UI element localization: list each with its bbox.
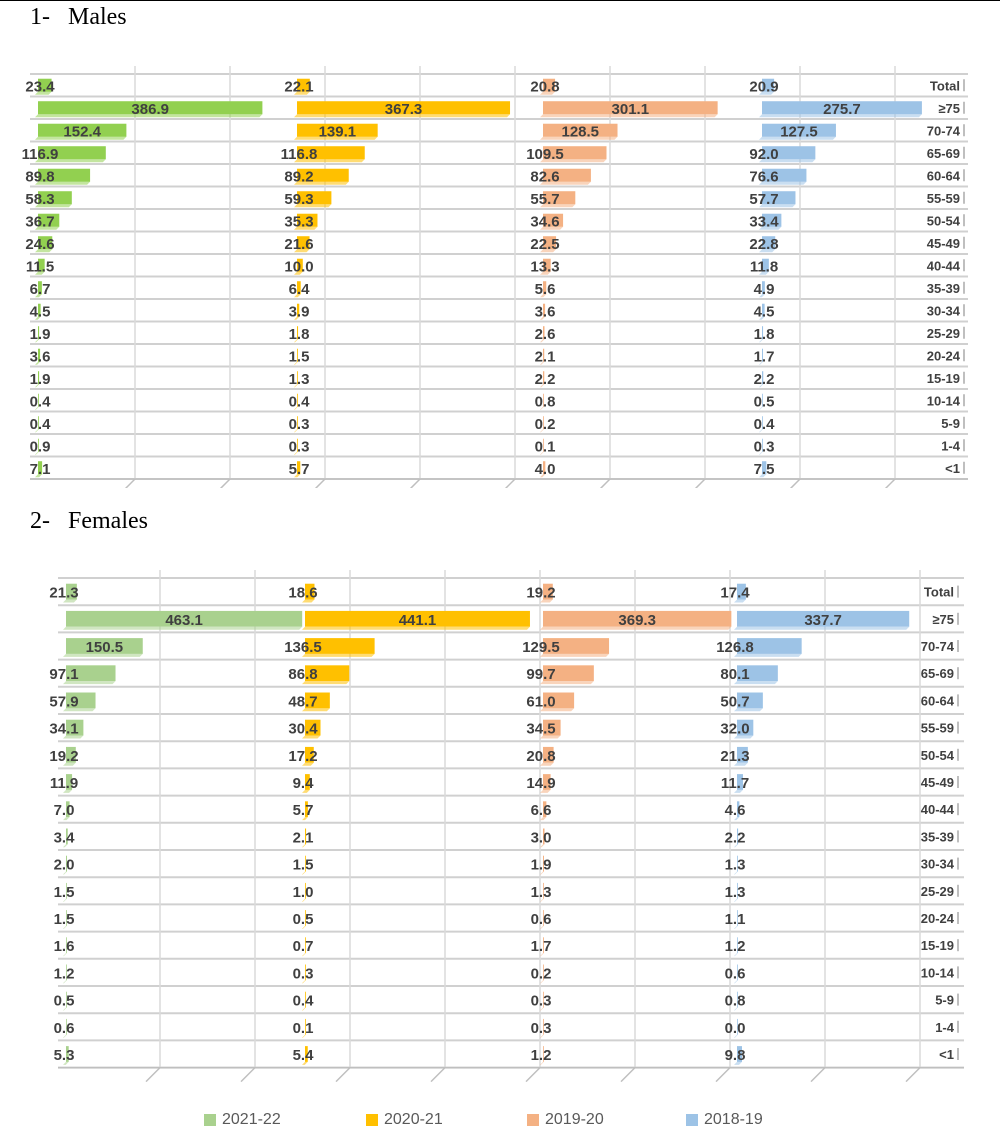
category-label: 45-49 xyxy=(926,235,960,251)
legend-swatch-2020-21 xyxy=(366,1114,378,1126)
data-label: 5.7 xyxy=(292,802,314,820)
females-chart-title: 2- Females xyxy=(30,508,148,534)
category-tick xyxy=(963,79,965,91)
category-label: 10-14 xyxy=(920,965,954,981)
data-label: 1.9 xyxy=(530,856,552,874)
category-label: 15-19 xyxy=(920,938,954,954)
data-label: 6.6 xyxy=(530,802,552,820)
legend-label-2020-21: 2020-21 xyxy=(384,1111,443,1128)
category-label: 20-24 xyxy=(920,911,954,926)
category-tick xyxy=(963,192,965,204)
category-label: Total xyxy=(929,78,960,94)
data-label: 92.0 xyxy=(749,145,779,163)
data-label: 127.5 xyxy=(780,123,818,141)
category-tick xyxy=(957,830,959,842)
category-tick xyxy=(963,282,965,294)
data-label: 11.5 xyxy=(25,258,55,276)
data-label: 1.5 xyxy=(53,911,75,928)
axis-depth-tick xyxy=(691,479,705,488)
data-label: 7.5 xyxy=(753,460,775,478)
data-label: 4.5 xyxy=(753,303,775,321)
data-label: 55.7 xyxy=(530,190,560,208)
data-label: 116.8 xyxy=(280,145,318,163)
category-label: ≥75 xyxy=(938,100,960,116)
category-label: 15-19 xyxy=(926,370,960,386)
category-tick xyxy=(963,462,965,474)
legend-label-2018-19: 2018-19 xyxy=(704,1111,763,1128)
category-label: 20-24 xyxy=(926,348,960,364)
category-tick xyxy=(957,722,959,734)
category-label: 70-74 xyxy=(926,123,960,139)
data-label: 126.8 xyxy=(716,639,754,656)
category-tick xyxy=(957,694,959,706)
data-label: 7.0 xyxy=(53,802,75,820)
category-label: 35-39 xyxy=(920,829,954,845)
data-label: 6.7 xyxy=(29,280,51,298)
data-label: 89.8 xyxy=(25,168,55,186)
data-label: 0.5 xyxy=(53,992,75,1010)
data-label: 57.7 xyxy=(749,190,779,208)
data-label: 17.2 xyxy=(288,747,318,765)
category-tick xyxy=(963,147,965,159)
data-label: 21.3 xyxy=(49,584,79,602)
data-label: 86.8 xyxy=(288,666,318,684)
data-label: 0.2 xyxy=(534,415,556,433)
data-label: 20.9 xyxy=(749,78,779,96)
data-label: 116.9 xyxy=(21,145,59,163)
category-tick xyxy=(963,124,965,136)
category-label: 60-64 xyxy=(920,693,954,709)
category-label: 70-74 xyxy=(920,639,954,654)
axis-depth-tick xyxy=(121,479,135,488)
data-label: 35.3 xyxy=(284,213,314,231)
data-label: 275.7 xyxy=(823,100,861,118)
data-label: 2.2 xyxy=(724,829,746,847)
axis-depth-tick xyxy=(786,479,800,488)
category-tick xyxy=(957,776,959,788)
data-label: 1.8 xyxy=(753,325,775,343)
data-label: 1.3 xyxy=(530,883,552,901)
category-tick xyxy=(957,640,959,652)
category-label: 60-64 xyxy=(926,168,960,184)
data-label: 21.6 xyxy=(284,235,314,253)
category-tick xyxy=(957,749,959,761)
data-label: 1.2 xyxy=(724,938,746,956)
data-label: 11.7 xyxy=(720,775,750,792)
data-label: 1.1 xyxy=(724,911,746,928)
data-label: 0.2 xyxy=(530,965,552,983)
axis-depth-tick xyxy=(881,479,895,488)
data-label: 0.8 xyxy=(724,992,746,1010)
data-label: 19.2 xyxy=(49,747,79,765)
category-tick xyxy=(963,304,965,316)
data-label: 0.4 xyxy=(288,393,310,411)
axis-depth-tick xyxy=(146,1068,160,1082)
data-label: 80.1 xyxy=(720,666,750,684)
category-tick xyxy=(963,417,965,429)
category-tick xyxy=(957,858,959,870)
data-label: 97.1 xyxy=(49,666,79,684)
data-label: 1.2 xyxy=(530,1047,552,1064)
data-label: 11.8 xyxy=(749,258,779,276)
data-label: 0.1 xyxy=(534,438,556,456)
data-label: 50.7 xyxy=(720,693,750,711)
category-label: 40-44 xyxy=(920,802,954,818)
data-label: 1.0 xyxy=(292,883,314,901)
data-label: 5.3 xyxy=(53,1047,75,1064)
category-tick xyxy=(957,885,959,897)
data-label: 5.4 xyxy=(292,1047,314,1064)
data-label: 0.8 xyxy=(534,393,556,411)
category-label: 5-9 xyxy=(935,992,954,1008)
category-tick xyxy=(963,102,965,114)
category-tick xyxy=(957,586,959,598)
legend-item-2021-22 xyxy=(204,1108,281,1132)
data-label: 0.1 xyxy=(292,1019,314,1037)
data-label: 1.5 xyxy=(288,348,310,366)
data-label: 0.4 xyxy=(292,992,314,1010)
data-label: 2.1 xyxy=(534,348,556,366)
axis-depth-tick xyxy=(241,1068,255,1082)
category-tick xyxy=(963,349,965,361)
data-label: 3.4 xyxy=(53,829,75,847)
data-label: 0.5 xyxy=(753,393,775,411)
axis-depth-tick xyxy=(906,1068,920,1082)
category-tick xyxy=(957,1048,959,1060)
data-label: 1.3 xyxy=(724,883,746,901)
data-label: 4.6 xyxy=(724,802,746,820)
category-label: 50-54 xyxy=(926,213,960,229)
data-label: 150.5 xyxy=(85,639,124,656)
data-label: 34.1 xyxy=(49,720,79,738)
legend-swatch-2019-20 xyxy=(527,1114,539,1126)
data-label: 0.3 xyxy=(530,992,552,1010)
data-label: 3.9 xyxy=(288,303,310,321)
category-tick xyxy=(963,327,965,339)
data-label: 1.7 xyxy=(530,938,552,956)
data-label: 23.4 xyxy=(25,78,55,96)
data-label: 386.9 xyxy=(131,100,169,118)
data-label: 57.9 xyxy=(49,693,79,711)
data-label: 9.4 xyxy=(292,775,314,792)
legend-label-2021-22: 2021-22 xyxy=(222,1111,281,1128)
data-label: 1.6 xyxy=(53,938,75,956)
data-label: 22.1 xyxy=(284,78,314,96)
axis-depth-tick xyxy=(406,479,420,488)
data-label: 0.0 xyxy=(724,1019,746,1037)
data-label: 0.4 xyxy=(29,415,51,433)
data-label: 58.3 xyxy=(25,190,55,208)
data-label: 2.6 xyxy=(534,325,556,343)
category-label: <1 xyxy=(939,1047,954,1062)
data-label: 2.0 xyxy=(53,856,75,874)
axis-depth-tick xyxy=(526,1068,540,1082)
data-label: 21.3 xyxy=(720,747,750,765)
category-label: 10-14 xyxy=(926,393,960,409)
data-label: 99.7 xyxy=(526,666,556,684)
data-label: 367.3 xyxy=(384,100,423,118)
data-label: 0.4 xyxy=(29,393,51,411)
data-label: 463.1 xyxy=(165,611,203,629)
data-label: 48.7 xyxy=(288,693,318,711)
data-label: 2.1 xyxy=(292,829,314,847)
category-tick xyxy=(963,237,965,249)
top-border-line xyxy=(0,0,1000,1)
data-label: 3.0 xyxy=(530,829,552,847)
data-label: 24.6 xyxy=(25,235,55,253)
data-label: 2.2 xyxy=(534,370,556,388)
data-label: 20.8 xyxy=(530,78,560,96)
legend-swatch-2021-22 xyxy=(204,1114,216,1126)
category-label: 45-49 xyxy=(920,775,954,790)
data-label: 2.2 xyxy=(753,370,775,388)
data-label: 82.6 xyxy=(530,168,560,186)
category-label: 1-4 xyxy=(935,1019,954,1035)
data-label: 6.4 xyxy=(288,280,310,298)
category-tick xyxy=(963,439,965,451)
data-label: 89.2 xyxy=(284,168,314,186)
data-label: 9.8 xyxy=(724,1047,746,1064)
data-label: 30.4 xyxy=(288,720,318,738)
data-label: 109.5 xyxy=(526,145,564,163)
data-label: 1.5 xyxy=(292,856,314,874)
axis-depth-tick xyxy=(811,1068,825,1082)
category-tick xyxy=(963,259,965,271)
category-label: 35-39 xyxy=(926,280,960,296)
data-label: 0.3 xyxy=(288,438,310,456)
axis-depth-tick xyxy=(336,1068,350,1082)
legend-item-2020-21 xyxy=(366,1108,443,1132)
data-label: 4.5 xyxy=(29,303,51,321)
data-label: 1.3 xyxy=(288,370,310,388)
category-label: 25-29 xyxy=(926,325,960,341)
category-label: 30-34 xyxy=(926,303,960,319)
category-tick xyxy=(963,372,965,384)
axis-depth-tick xyxy=(501,479,515,488)
category-label: <1 xyxy=(945,460,960,476)
category-label: 65-69 xyxy=(920,666,954,682)
data-label: 0.9 xyxy=(29,438,51,456)
axis-depth-tick xyxy=(621,1068,635,1082)
data-label: 20.8 xyxy=(526,747,556,765)
legend-label-2019-20: 2019-20 xyxy=(545,1111,604,1128)
axis-depth-tick xyxy=(596,479,610,488)
data-label: 13.3 xyxy=(530,258,560,276)
data-label: 19.2 xyxy=(526,584,556,602)
data-label: 1.8 xyxy=(288,325,310,343)
data-label: 0.4 xyxy=(753,415,775,433)
category-label: 25-29 xyxy=(920,883,954,899)
category-label: 40-44 xyxy=(926,258,960,274)
legend-item-2019-20 xyxy=(527,1108,604,1132)
category-label: 65-69 xyxy=(926,145,960,161)
category-label: 5-9 xyxy=(941,415,960,431)
data-label: 1.3 xyxy=(724,856,746,874)
data-label: 301.1 xyxy=(611,100,650,118)
chart-legend xyxy=(0,1108,1000,1132)
data-label: 1.7 xyxy=(753,348,775,366)
category-tick xyxy=(957,1021,959,1033)
data-label: 34.6 xyxy=(530,213,560,231)
data-label: 3.6 xyxy=(29,348,51,366)
category-tick xyxy=(957,966,959,978)
data-label: 17.4 xyxy=(720,584,750,602)
males-chart xyxy=(0,62,1000,488)
data-label: 32.0 xyxy=(720,720,750,738)
data-label: 7.1 xyxy=(29,460,51,478)
data-label: 34.5 xyxy=(526,720,556,738)
data-label: 76.6 xyxy=(749,168,779,186)
males-chart-title: 1- Males xyxy=(30,4,127,30)
category-label: 50-54 xyxy=(920,747,954,763)
data-label: 369.3 xyxy=(618,611,656,629)
category-label: 55-59 xyxy=(920,720,954,736)
data-label: 4.0 xyxy=(534,460,556,478)
data-label: 5.7 xyxy=(288,460,310,478)
legend-item-2018-19 xyxy=(686,1108,763,1132)
category-label: 1-4 xyxy=(941,438,960,454)
category-label: Total xyxy=(923,584,954,600)
category-label: 55-59 xyxy=(926,190,960,206)
category-tick xyxy=(957,803,959,815)
data-label: 0.6 xyxy=(53,1019,75,1037)
data-label: 0.5 xyxy=(292,911,314,928)
axis-depth-tick xyxy=(716,1068,730,1082)
axis-depth-tick xyxy=(431,1068,445,1082)
data-label: 22.8 xyxy=(749,235,779,253)
data-label: 0.3 xyxy=(530,1019,552,1037)
category-tick xyxy=(957,912,959,924)
data-label: 152.4 xyxy=(63,123,101,141)
axis-depth-tick xyxy=(311,479,325,488)
data-label: 1.9 xyxy=(29,325,51,343)
data-label: 61.0 xyxy=(526,693,556,711)
data-label: 0.3 xyxy=(288,415,310,433)
data-label: 0.3 xyxy=(753,438,775,456)
axis-depth-tick xyxy=(216,479,230,488)
data-label: 0.6 xyxy=(530,911,552,928)
data-label: 1.2 xyxy=(53,965,75,983)
data-label: 139.1 xyxy=(318,123,357,141)
data-label: 33.4 xyxy=(749,213,779,231)
data-label: 10.0 xyxy=(284,258,314,276)
category-tick xyxy=(957,613,959,625)
data-label: 0.6 xyxy=(724,965,746,983)
data-label: 136.5 xyxy=(284,639,322,656)
data-label: 22.5 xyxy=(530,235,560,253)
data-label: 36.7 xyxy=(25,213,55,231)
data-label: 1.9 xyxy=(29,370,51,388)
data-label: 129.5 xyxy=(522,639,560,656)
data-label: 1.5 xyxy=(53,883,75,901)
category-tick xyxy=(957,939,959,951)
data-label: 3.6 xyxy=(534,303,556,321)
data-label: 337.7 xyxy=(804,611,842,629)
data-label: 59.3 xyxy=(284,190,314,208)
data-label: 5.6 xyxy=(534,280,556,298)
category-tick xyxy=(957,994,959,1006)
legend-swatch-2018-19 xyxy=(686,1114,698,1126)
data-label: 18.6 xyxy=(288,584,318,602)
category-label: ≥75 xyxy=(932,611,954,627)
category-tick xyxy=(963,214,965,226)
data-label: 441.1 xyxy=(398,611,437,629)
category-label: 30-34 xyxy=(920,856,954,872)
females-chart xyxy=(0,570,1000,1082)
data-label: 14.9 xyxy=(526,775,556,792)
data-label: 0.7 xyxy=(292,938,314,956)
data-label: 4.9 xyxy=(753,280,775,298)
data-label: 11.9 xyxy=(49,775,79,792)
category-tick xyxy=(963,394,965,406)
category-tick xyxy=(957,667,959,679)
data-label: 0.3 xyxy=(292,965,314,983)
category-tick xyxy=(963,169,965,181)
data-label: 128.5 xyxy=(561,123,600,141)
